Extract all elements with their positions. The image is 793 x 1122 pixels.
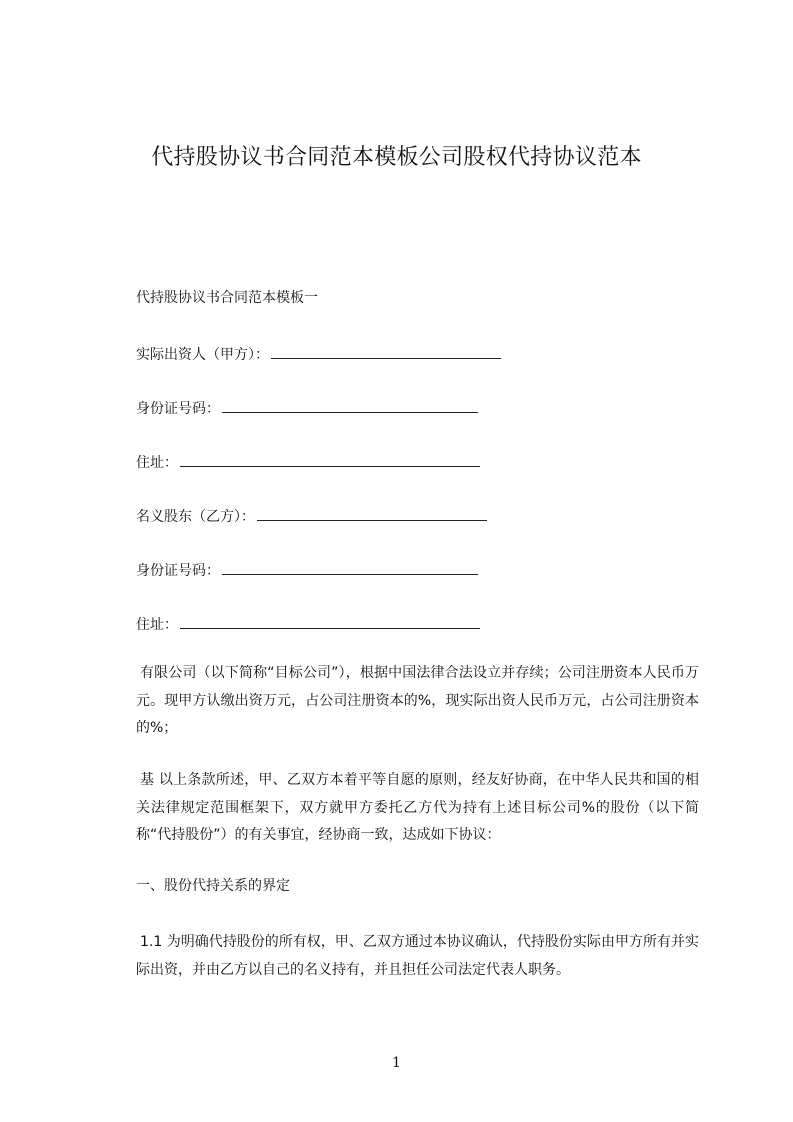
field-label: 身份证号码： <box>136 563 220 579</box>
field-label: 住址： <box>136 617 178 633</box>
document-subtitle: 代持股协议书合同范本模板一 <box>136 290 318 306</box>
fill-blank <box>257 505 487 521</box>
field-investor <box>136 343 501 366</box>
field-address-b <box>136 613 480 636</box>
document-title: 代持股协议书合同范本模板公司股权代持协议范本 <box>151 145 642 170</box>
field-id-number-b <box>136 559 478 582</box>
field-label: 实际出资人（甲方）： <box>136 347 269 363</box>
field-label: 住址： <box>136 455 178 471</box>
field-id-number-a <box>136 397 478 420</box>
fill-blank <box>180 613 480 629</box>
page-number: 1 <box>392 1055 401 1071</box>
clause-1-1: 1.1 为明确代持股份的所有权，甲、乙双方通过本协议确认，代持股份实际由甲方所有并实际出资，并由乙方以自己的名义持有，并且担任公司法定代表人职务。 <box>136 934 699 978</box>
paragraph-agreement-basis: 基 以上条款所述，甲、乙双方本着平等自愿的原则，经友好协商，在中华人民共和国的相关法律规定范围框架下，双方就甲方委托乙方代为持有上述目标公司%的股份（以下简称“代持股份”）的有关事宜，经协商一致，达成如下协议： <box>136 772 699 843</box>
paragraph-company-info: 有限公司（以下简称“目标公司”），根据中国法律合法设立并存续；公司注册资本人民币万元。现甲方认缴出资万元，占公司注册资本的%，现实际出资人民币万元，占公司注册资本的%； <box>136 665 699 736</box>
fill-blank <box>271 343 501 359</box>
field-label: 名义股东（乙方）： <box>136 509 255 525</box>
fill-blank <box>222 397 478 413</box>
field-address-a <box>136 451 480 474</box>
fill-blank <box>222 559 478 575</box>
fill-blank <box>180 451 480 467</box>
field-label: 身份证号码： <box>136 401 220 417</box>
field-nominee <box>136 505 487 528</box>
section-heading: 一、股份代持关系的界定 <box>136 878 290 894</box>
